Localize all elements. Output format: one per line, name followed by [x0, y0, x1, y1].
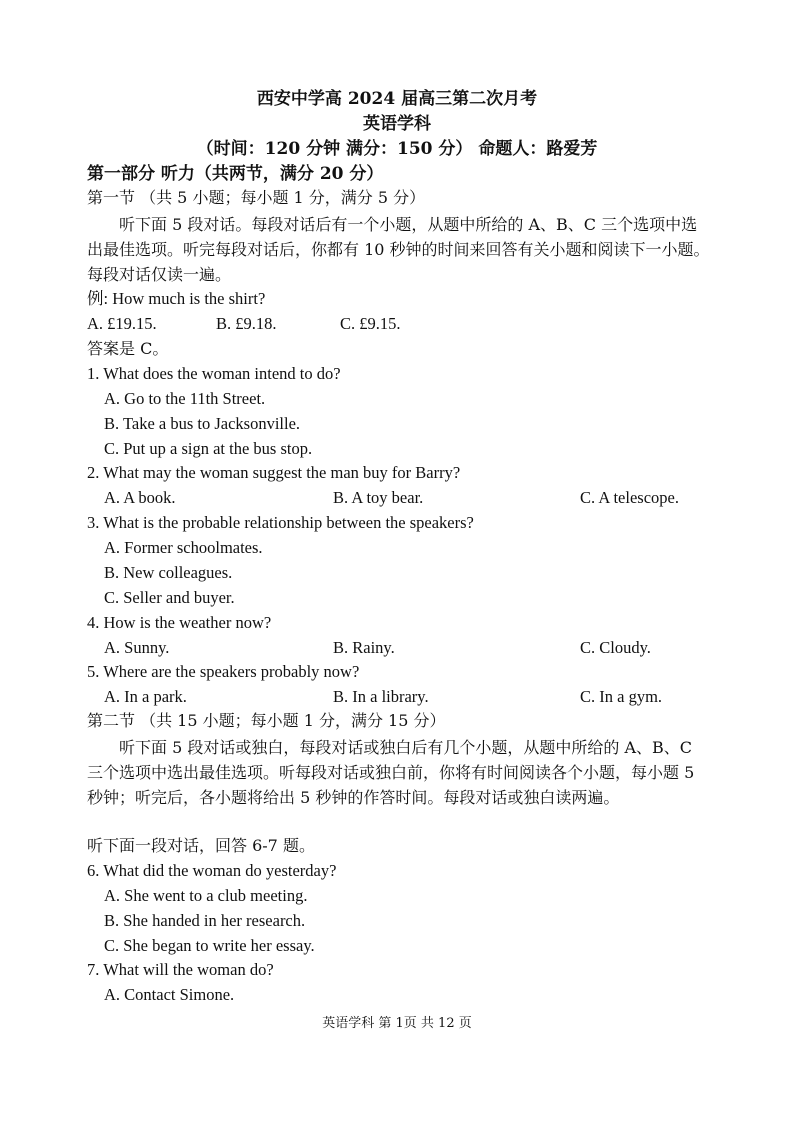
q2-option-b: B. A toy bear. — [333, 488, 424, 507]
example-option-b: B. £9.18. — [216, 314, 277, 333]
page-footer: 英语学科 第 1页 共 12 页 — [322, 1016, 472, 1031]
q4-option-a: A. Sunny. — [104, 638, 170, 657]
q6-option-c: C. She began to write her essay. — [104, 936, 315, 955]
q4-option-b: B. Rainy. — [333, 638, 395, 657]
question-3: 3. What is the probable relationship between the speakers? — [87, 513, 474, 532]
q5-option-c: C. In a gym. — [580, 687, 663, 706]
q3-option-c: C. Seller and buyer. — [104, 588, 235, 607]
q2-option-c: C. A telescope. — [580, 488, 679, 507]
part1-heading: 第一部分 听力（共两节，满分 20 分） — [87, 164, 384, 184]
example-question: 例: How much is the shirt? — [87, 289, 266, 308]
q6-option-a: A. She went to a club meeting. — [104, 886, 308, 905]
question-2: 2. What may the woman suggest the man buy for Barry? — [87, 463, 461, 482]
question-6: 6. What did the woman do yesterday? — [87, 861, 337, 880]
example-answer: 答案是 C。 — [87, 339, 169, 358]
exam-title: 西安中学高 2024 届高三第二次月考 — [256, 89, 538, 109]
example-option-a: A. £19.15. — [87, 314, 157, 333]
section2-prompt: 听下面一段对话，回答 6-7 题。 — [87, 836, 315, 855]
section1-heading: 第一节 （共 5 小题；每小题 1 分，满分 5 分） — [87, 188, 426, 207]
q2-option-a: A. A book. — [104, 488, 176, 507]
subject-title: 英语学科 — [363, 114, 431, 134]
q3-option-a: A. Former schoolmates. — [104, 538, 263, 557]
q6-option-b: B. She handed in her research. — [104, 911, 306, 930]
section2-instructions: 听下面 5 段对话或独白，每段对话或独白后有几个小题，从题中所给的 A、B、C 三个选项中选出最佳选项。听每段对话或独白前，你将有时间阅读各个小题，每小题 5 秒钟；听完后，各小题将给出 5 秒钟的作答时间。每段对话或独白读两遍。 — [87, 738, 695, 807]
q1-option-b: B. Take a bus to Jacksonville. — [104, 414, 301, 433]
q7-option-a: A. Contact Simone. — [104, 985, 235, 1004]
q1-option-c: C. Put up a sign at the bus stop. — [104, 439, 313, 458]
question-7: 7. What will the woman do? — [87, 960, 274, 979]
question-1: 1. What does the woman intend to do? — [87, 364, 341, 383]
q3-option-b: B. New colleagues. — [104, 563, 233, 582]
question-4: 4. How is the weather now? — [87, 613, 272, 632]
section2-heading: 第二节 （共 15 小题；每小题 1 分，满分 15 分） — [87, 711, 446, 730]
example-option-c: C. £9.15. — [340, 314, 401, 333]
section1-instructions: 听下面 5 段对话。每段对话后有一个小题，从题中所给的 A、B、C 三个选项中选出最佳选项。听完每段对话后，你都有 10 秒钟的时间来回答有关小题和阅读下一小题。每段对话仅读一遍。 — [87, 215, 710, 284]
q1-option-a: A. Go to the 11th Street. — [104, 389, 266, 408]
q5-option-a: A. In a park. — [104, 687, 187, 706]
exam-info: （时间：120 分钟 满分：150 分） 命题人：路爱芳 — [196, 139, 598, 159]
q5-option-b: B. In a library. — [333, 687, 429, 706]
q4-option-c: C. Cloudy. — [580, 638, 651, 657]
question-5: 5. Where are the speakers probably now? — [87, 662, 360, 681]
